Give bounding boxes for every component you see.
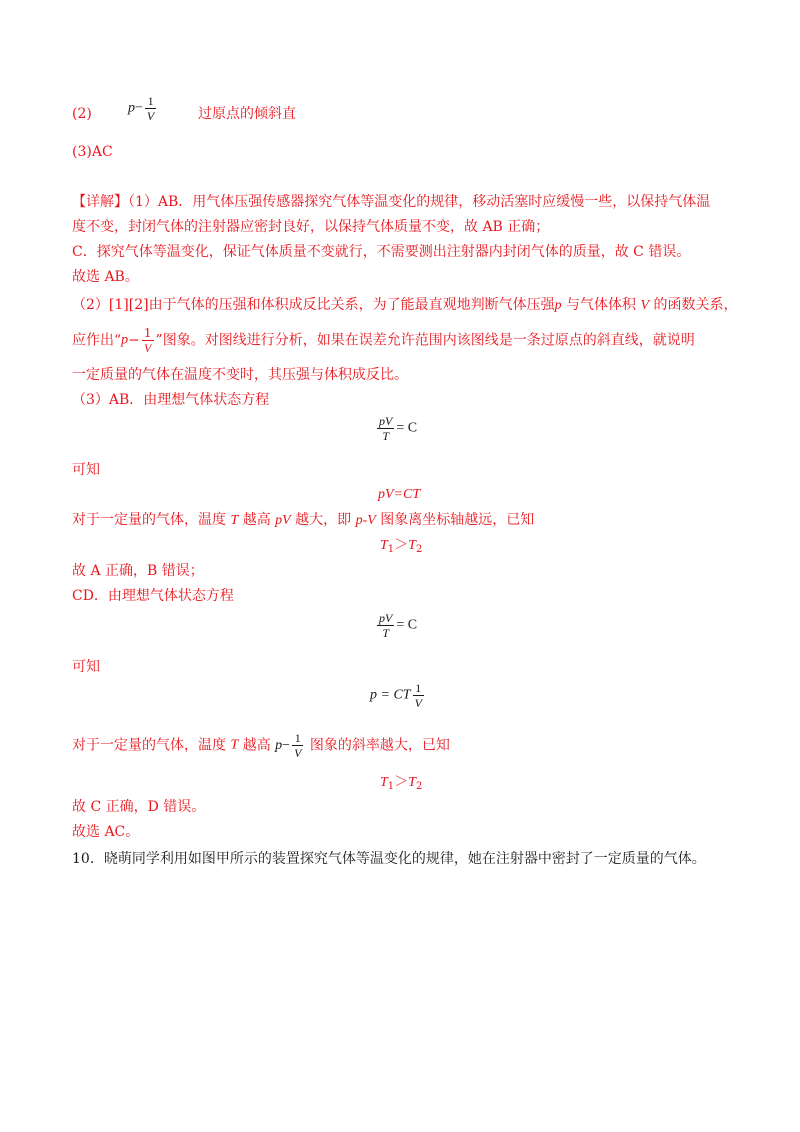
answer-2-text: 过原点的倾斜直 [198, 106, 296, 122]
question-10: 10．晓萌同学利用如图甲所示的装置探究气体等温变化的规律，她在注射器中密封了一定质量的气体。 [72, 851, 706, 867]
ineq2-T1: T [380, 775, 388, 790]
eq4-fraction [377, 612, 394, 639]
line5-text-c: 的函数关系， [649, 297, 738, 313]
kezhi-2: 可知 [72, 659, 100, 675]
explain-line-4: 故选 AB。 [72, 269, 139, 285]
ineq1-T2: T [408, 538, 416, 553]
eq4-numerator: pV [379, 611, 393, 625]
formula-minus: − [135, 100, 143, 116]
explain-line-2: 度不变，封闭气体的注射器应密封良好，以保持气体质量不变，故 AB 正确； [72, 219, 550, 235]
ineq2-T2: T [408, 775, 416, 790]
line9-text-c: 越大，即 [290, 512, 356, 528]
explain-line-3: C．探究气体等温变化，保证气体质量不变就行，不需要测出注射器内封闭气体的质量，故 C 错误。 [72, 244, 691, 260]
ineq1-sub2: 2 [415, 544, 423, 555]
line12-text-c: 图象的斜率越大，已知 [305, 737, 450, 754]
line9-text-b: 越高 [238, 512, 276, 528]
formula-p: p [128, 100, 135, 116]
eq5-lhs: p = CT [370, 687, 411, 703]
line12-text-a: 对于一定量的气体，温度 [72, 737, 231, 754]
line12-formula [275, 731, 305, 760]
inequality-t1-t2-b [380, 772, 422, 797]
line9-text-d: 图象离坐标轴越远，已知 [375, 512, 535, 528]
equation-ideal-gas-1 [375, 415, 417, 442]
ineq2-sub2: 2 [415, 781, 423, 792]
line6-text-a: 应作出“ [72, 332, 122, 349]
fraction-numerator: 1 [147, 94, 154, 108]
line9-text-a: 对于一定量的气体，温度 [72, 512, 231, 528]
equation-p-ct [370, 682, 426, 709]
line12-var-p: p [275, 737, 283, 753]
answer-3: (3)AC [72, 144, 113, 160]
line6-fraction-numerator: 1 [143, 326, 152, 340]
line9-var-pV: pV [275, 513, 291, 528]
inequality-t1-t2-a [380, 535, 422, 560]
equation-ideal-gas-2 [375, 612, 417, 639]
ineq1-gt: ＞ [394, 537, 409, 553]
kezhi-1: 可知 [72, 462, 100, 478]
explain-line-7: 一定质量的气体在温度不变时，其压强与体积成反比。 [72, 367, 408, 383]
explain-line-12 [72, 732, 450, 759]
formula-fraction [145, 95, 156, 122]
eq1-denominator: T [377, 428, 394, 442]
line5-text-a: （2）[1][2]由于气体的压强和体积成反比关系，为了能最直观地判断气体压强 [72, 297, 555, 313]
line12-minus: − [282, 737, 291, 753]
explain-line-5 [72, 295, 738, 316]
eq1-numerator: pV [379, 414, 393, 428]
explain-line-14: 故选 AC。 [72, 824, 140, 840]
eq5-denominator: V [414, 696, 422, 710]
explain-line-1: 【详解】（1）AB．用气体压强传感器探究气体等温变化的规律，移动活塞时应缓慢一些，以保持气体温 [72, 194, 711, 210]
line12-fraction [292, 732, 303, 759]
explain-line-13: 故 C 正确，D 错误。 [72, 799, 206, 815]
line12-var-T: T [230, 737, 239, 753]
line6-var-p: p [121, 332, 129, 348]
line9-var-T: T [230, 513, 239, 528]
ineq1-sub1: 1 [387, 544, 395, 555]
explain-line-10: 故 A 正确，B 错误； [72, 563, 204, 579]
answer-2-label: (2) [72, 106, 92, 122]
line6-minus: − [128, 332, 140, 349]
explain-line-9 [72, 510, 534, 531]
explain-line-11: CD．由理想气体状态方程 [72, 588, 234, 604]
explain-line-8: （3）AB．由理想气体状态方程 [72, 392, 270, 408]
answer-2-formula [128, 95, 158, 122]
line5-var-V: V [640, 298, 650, 313]
line6-text-b: ”图象。对图线进行分析，如果在误差允许范围内该图线是一条过原点的斜直线，就说明 [155, 332, 695, 349]
line6-fraction-denominator: V [142, 340, 154, 354]
eq4-denominator: T [377, 625, 394, 639]
eq5-numerator: 1 [415, 681, 422, 695]
explain-line-6 [72, 327, 695, 354]
eq1-fraction [377, 415, 394, 442]
equation-pv-ct: pV=CT [378, 487, 421, 502]
line5-text-b: 与气体体积 [561, 297, 641, 313]
line6-fraction [142, 327, 154, 354]
ineq2-sub1: 1 [387, 781, 395, 792]
ineq1-T1: T [380, 538, 388, 553]
ineq2-gt: ＞ [394, 774, 409, 790]
eq5-fraction [413, 682, 424, 709]
line9-var-pV-graph: p-V [355, 513, 376, 528]
eq1-rhs: = C [396, 420, 418, 436]
fraction-denominator: V [146, 109, 155, 123]
line5-var-p: p [554, 298, 562, 313]
line12-text-b: 越高 [238, 737, 276, 754]
line12-fraction-numerator: 1 [294, 731, 301, 745]
line12-fraction-denominator: V [294, 746, 302, 760]
eq4-rhs: = C [396, 617, 418, 633]
